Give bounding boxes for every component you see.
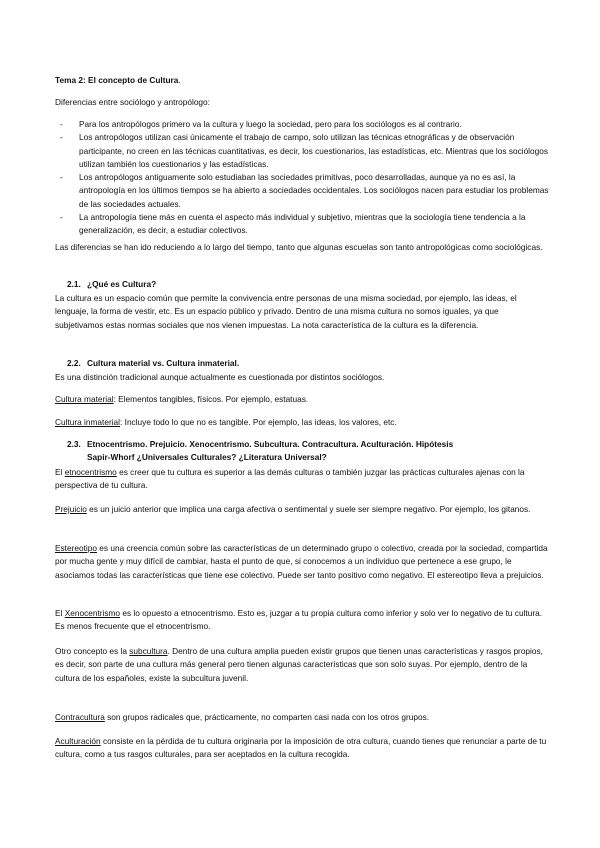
section-title-line-2: Sapir-Whorf ¿Universales Culturales? ¿Literatura Universal?	[87, 452, 327, 463]
section-2-3-heading	[67, 438, 547, 465]
title-period: .	[178, 75, 181, 85]
subcultura-paragraph	[55, 645, 549, 685]
section-number: 2.1.	[67, 279, 81, 289]
list-item-text: Para los antropólogos primero va la cultura y luego la sociedad, pero para los sociólogos es al contrario.	[79, 119, 462, 129]
xenocentrismo-prefix: El	[55, 608, 65, 618]
section-2-2-body: Es una distinción tradicional aunque actualmente es cuestionada por distintos sociólogos.	[55, 372, 385, 382]
list-item	[55, 171, 555, 211]
contracultura-text: son grupos radicales que, prácticamente, no comparten casi nada con los otros grupos.	[104, 712, 430, 722]
estereotipo-paragraph	[55, 542, 549, 582]
differences-paragraph: Las diferencias se han ido reduciendo a lo largo del tiempo, tanto que algunas escuelas son tanto antropológicas como sociológicas.	[55, 242, 543, 252]
etnocentrismo-text: es creer que tu cultura es superior a las demás culturas o también juzgar las prácticas culturales ajenas con la perspectiva de tu cultura.	[55, 467, 525, 491]
etnocentrismo-paragraph	[55, 466, 549, 493]
list-item-text: Los antropólogos utilizan casi únicamente el trabajo de campo, solo utilizan las técnicas etnográficas y de observación participante, no creen en las técnicas cuantitativas, es decir, los cuestionarios, las estadísticas, etc. Mientras que los sociólogos utilizan también los cuestionarios y las estadísticas.	[79, 132, 549, 169]
prejuicio-text: es un juicio anterior que implica una carga afectiva o sentimental y suele ser siempre negativo. Por ejemplo, los gitanos.	[86, 504, 531, 514]
subcultura-text: . Dentro de una cultura amplia pueden existir grupos que tienen unas características y rasgos propios, es decir, son parte de una cultura más general pero tienen algunas características que son solo suyas. Por ejemplo, dentro de la cultura de los españoles, existe la subcultura juvenil.	[55, 646, 543, 683]
bullet-dash: -	[60, 119, 63, 129]
term-aculturacion: Aculturación	[55, 736, 101, 746]
term-contracultura: Contracultura	[55, 712, 105, 722]
contracultura-paragraph	[55, 711, 549, 724]
bullet-dash: -	[60, 212, 63, 223]
term-cultura-inmaterial: Cultura inmaterial	[55, 417, 121, 427]
section-title-line-1: Etnocentrismo. Prejuicio. Xenocentrismo. Subcultura. Contracultura. Aculturación. Hipótesis	[87, 439, 454, 449]
section-2-1-body: La cultura es un espacio común que permite la convivencia entre personas de una misma sociedad, por ejemplo, las ideas, el lenguaje, la forma de vestir, etc. Es un espacio público y privado. Dentro de una misma cultura no somos iguales, ya que subjetivamos estas normas sociales que nos vienen impuestas. La nota característica de la cultura es la diferencia.	[55, 293, 517, 330]
title-text: Tema 2: El concepto de Cultura	[55, 75, 179, 85]
cultura-inmaterial-paragraph	[55, 416, 549, 429]
aculturacion-text: consiste en la pérdida de tu cultura originaria por la imposición de otra cultura, cuando tienes que renunciar a parte de tu cultura, como a tus rasgos culturales, para ser aceptados en la cultura recogida.	[55, 736, 547, 760]
bullet-dash: -	[60, 132, 63, 143]
term-estereotipo: Estereotipo	[55, 543, 97, 553]
list-item	[55, 118, 555, 131]
cultura-inmaterial-text: : Incluye todo lo que no es tangible. Por ejemplo, las ideas, los valores, etc.	[120, 417, 397, 427]
list-item-text: Los antropólogos antiguamente solo estudiaban las sociedades primitivas, poco desarrolladas, aunque ya no es así, la antropología en los últimos tiempos se ha abierto a sociedades occidentales. Los sociólogos nacen para estudiar los problemas de las sociedades actuales.	[79, 172, 549, 209]
page-title	[55, 74, 181, 87]
term-etnocentrismo: etnocentrismo	[64, 467, 117, 477]
prejuicio-paragraph	[55, 503, 549, 516]
term-xenocentrismo: Xenocentrismo	[64, 608, 121, 618]
term-cultura-material: Cultura material	[55, 394, 114, 404]
section-2-2-heading	[67, 357, 547, 370]
xenocentrismo-text: es lo opuesto a etnocentrismo. Esto es, juzgar a tu propia cultura como inferior y solo ver lo negativo de tu cultura. Es menos frecuente que el etnocentrismo.	[55, 608, 543, 632]
list-item-text: La antropología tiene más en cuenta el aspecto más individual y subjetivo, mientras que la sociología tiene tendencia a la generalización, es decir, a estudiar colectivos.	[79, 212, 526, 236]
section-title: Cultura material vs. Cultura inmaterial.	[87, 358, 240, 368]
bullet-dash: -	[60, 172, 63, 183]
subcultura-prefix: Otro concepto es la	[55, 646, 130, 656]
term-prejuicio: Prejuicio	[55, 504, 87, 514]
term-subcultura: subcultura	[129, 646, 168, 656]
intro-text: Diferencias entre sociólogo y antropólogo:	[55, 97, 210, 107]
section-title: ¿Qué es Cultura?	[87, 279, 157, 289]
cultura-material-paragraph	[55, 393, 549, 406]
section-2-1-heading	[67, 278, 547, 291]
section-number: 2.2.	[67, 358, 81, 368]
list-item	[55, 211, 555, 238]
etnocentrismo-prefix: El	[55, 467, 65, 477]
xenocentrismo-paragraph	[55, 607, 549, 634]
aculturacion-paragraph	[55, 735, 549, 762]
differences-list	[55, 118, 555, 238]
estereotipo-text: es una creencia común sobre las características de un determinado grupo o colectivo, creada por la sociedad, compartida por mucha gente y muy difícil de cambiar, hasta el punto de que, si conocemos a un individuo que pertenece a ese grupo, le asociamos todas las características que tiene ese colectivo. Puede ser tanto positivo como negativo. El estereotipo lleva a prejuicios.	[55, 543, 548, 580]
list-item	[55, 131, 555, 171]
cultura-material-text: : Elementos tangibles, físicos. Por ejemplo, estatuas.	[113, 394, 309, 404]
section-number: 2.3.	[67, 439, 81, 449]
